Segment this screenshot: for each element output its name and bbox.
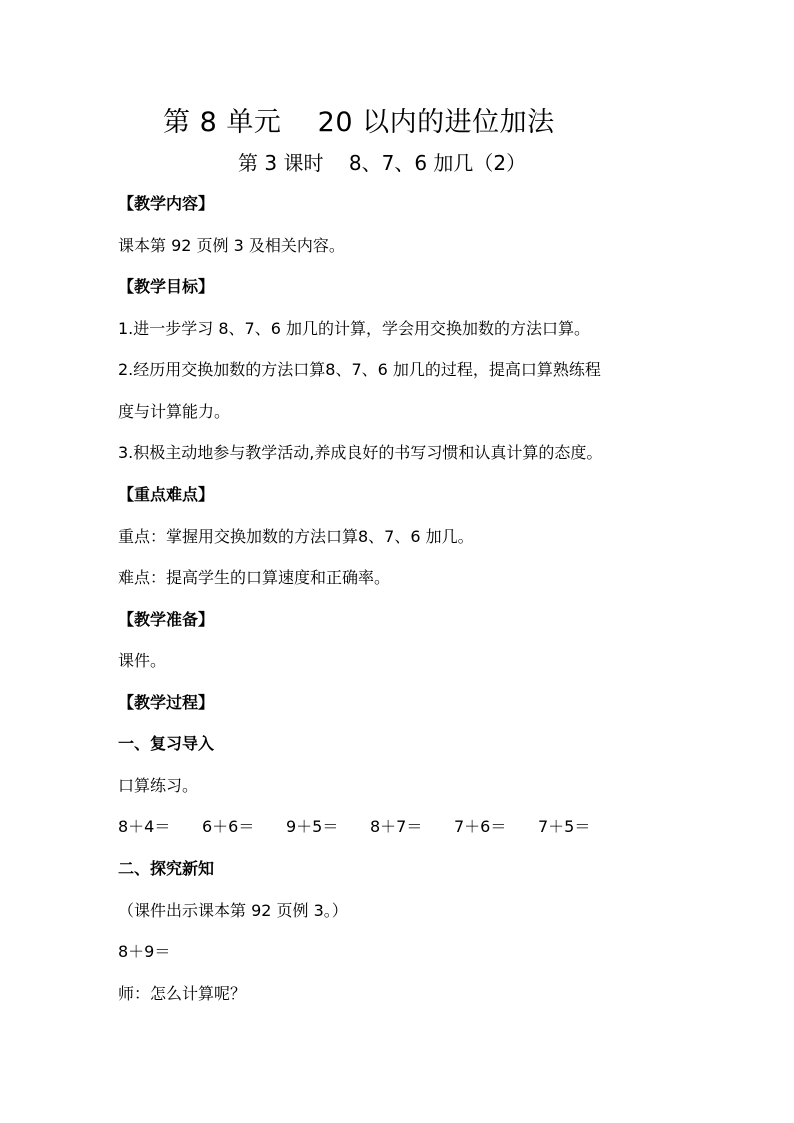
teacher-question: 师：怎么计算呢？ bbox=[118, 984, 247, 1003]
calc-item: 7＋6＝ bbox=[454, 817, 507, 836]
process-heading: 【教学过程】 bbox=[118, 693, 215, 712]
calc-item: 7＋5＝ bbox=[538, 817, 591, 836]
calc-item: 6＋6＝ bbox=[202, 817, 255, 836]
review-text: 口算练习。 bbox=[118, 776, 199, 795]
calc-item: 8＋7＝ bbox=[370, 817, 423, 836]
prep-heading: 【教学准备】 bbox=[118, 610, 215, 629]
calc-item: 8＋4＝ bbox=[118, 817, 171, 836]
lesson-subtitle: 第 3 课时 8、7、6 加几（2） bbox=[238, 151, 527, 175]
content-text: 课本第 92 页例 3 及相关内容。 bbox=[118, 236, 345, 255]
page-title: 第 8 单元 20 以内的进位加法 bbox=[163, 107, 555, 138]
explore-note: （课件出示课本第 92 页例 3。） bbox=[118, 901, 348, 920]
goal-2-line1: 2.经历用交换加数的方法口算8、7、6 加几的过程，提高口算熟练程 bbox=[118, 360, 601, 379]
goal-1: 1.进一步学习 8、7、6 加几的计算，学会用交换加数的方法口算。 bbox=[118, 319, 590, 338]
review-heading: 一、复习导入 bbox=[118, 734, 215, 753]
difficulty-text: 难点：提高学生的口算速度和正确率。 bbox=[118, 568, 391, 587]
goals-heading: 【教学目标】 bbox=[118, 277, 215, 296]
prep-text: 课件。 bbox=[118, 651, 167, 670]
explore-equation: 8＋9＝ bbox=[118, 942, 171, 961]
goal-3: 3.积极主动地参与教学活动,养成良好的书写习惯和认真计算的态度。 bbox=[118, 443, 603, 462]
goal-2-line2: 度与计算能力。 bbox=[118, 402, 231, 421]
keypoint-text: 重点：掌握用交换加数的方法口算8、7、6 加几。 bbox=[118, 527, 474, 546]
calc-item: 9＋5＝ bbox=[286, 817, 339, 836]
explore-heading: 二、探究新知 bbox=[118, 859, 215, 878]
keypoints-heading: 【重点难点】 bbox=[118, 485, 215, 504]
content-heading: 【教学内容】 bbox=[118, 194, 215, 213]
